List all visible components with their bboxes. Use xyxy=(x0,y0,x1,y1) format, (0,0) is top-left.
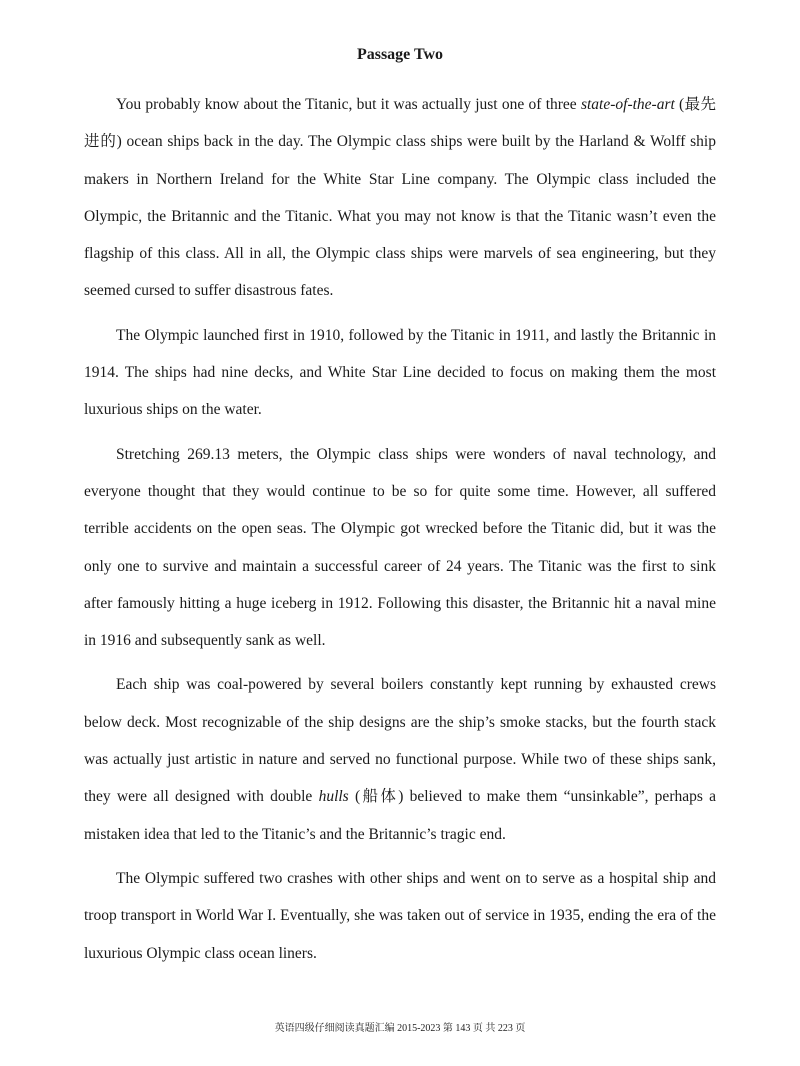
paragraph-text: Each ship was coal-powered by several boilers constantly kept running by exhausted crews below deck. Most recognizable of the ship designs are the ship’s smoke stacks, but the fourth stack was actually just artistic in nature and served no functional purpose. While two of these ships sank, they were all designed with double xyxy=(84,676,716,806)
page-footer: 英语四级仔细阅读真题汇编 2015-2023 第 143 页 共 223 页 xyxy=(274,1023,526,1034)
italic-term: hulls xyxy=(318,788,349,806)
paragraph-text: You probably know about the Titanic, but it was actually just one of three xyxy=(116,96,581,113)
paragraph-2 xyxy=(84,317,716,429)
paragraph-3 xyxy=(84,436,716,660)
paragraph-text: The Olympic suffered two crashes with other ships and went on to serve as a hospital ship and troop transport in World War I. Eventually, she was taken out of service in 1935, ending the era of the luxurious Olympic class ocean liners. xyxy=(84,869,716,962)
paragraph-text: (最先进的) ocean ships back in the day. The Olympic class ships were built by the Harland & Wolff ship makers in Northern Ireland for the White Star Line company. The Olympic class included the Olympic, the Britannic and the Titanic. What you may not know is that the Titanic wasn’t even the flagship of this class. All in all, the Olympic class ships were marvels of sea engineering, but they seemed cursed to suffer disastrous fates. xyxy=(84,96,717,300)
paragraph-text: The Olympic launched first in 1910, followed by the Titanic in 1911, and lastly the Britannic in 1914. The ships had nine decks, and White Star Line decided to focus on making them the most luxurious ships on the water. xyxy=(84,326,716,419)
paragraph-4 xyxy=(84,666,716,852)
paragraph-1 xyxy=(84,86,716,310)
paragraph-5 xyxy=(84,860,716,972)
paragraph-text: Stretching 269.13 meters, the Olympic class ships were wonders of naval technology, and everyone thought that they would continue to be so for quite some time. However, all suffered terrible accidents on the open seas. The Olympic got wrecked before the Titanic did, but it was the only one to survive and maintain a successful career of 24 years. The Titanic was the first to sink after famously hitting a huge iceberg in 1912. Following this disaster, the Britannic hit a naval mine in 1916 and subsequently sank as well. xyxy=(84,445,716,650)
italic-term: state-of-the-art xyxy=(580,96,675,113)
passage-title: Passage Two xyxy=(356,46,444,63)
paragraph-text: (船体) believed to make them “unsinkable”, perhaps a mistaken idea that led to the Titanic’s and the Britannic’s tragic end. xyxy=(84,788,717,843)
passage-body xyxy=(84,86,716,972)
